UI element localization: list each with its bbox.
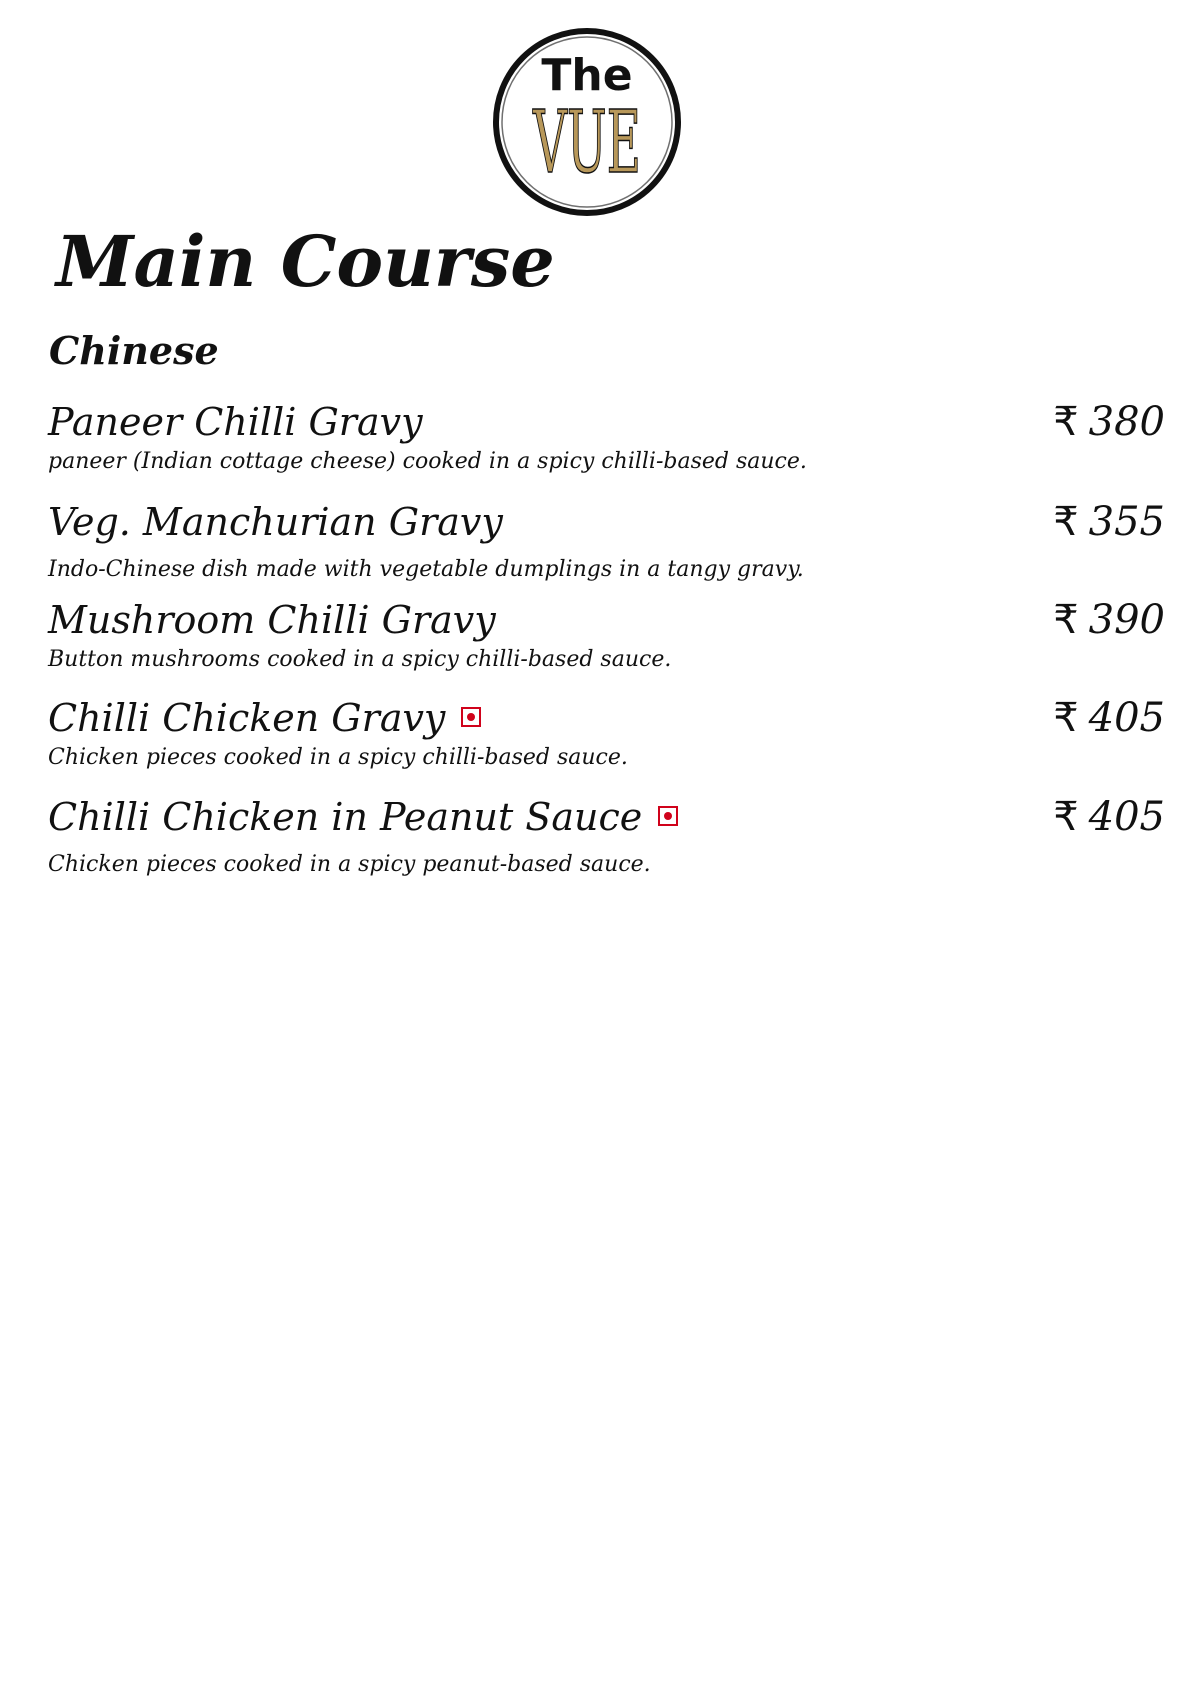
menu-item <box>48 795 1173 885</box>
menu-item <box>48 500 1173 590</box>
rupee-icon: ₹ <box>1053 597 1079 643</box>
price-value: 405 <box>1088 695 1165 741</box>
logo <box>487 22 687 222</box>
menu-item <box>48 696 1173 786</box>
section-heading: Chinese <box>49 328 219 373</box>
menu-item <box>48 598 1173 688</box>
item-name-row <box>48 795 678 839</box>
item-price <box>1053 400 1165 444</box>
logo-text-vue: VUE <box>532 93 641 193</box>
item-name: Chilli Chicken in Peanut Sauce <box>48 795 643 839</box>
price-value: 355 <box>1088 499 1165 545</box>
rupee-icon: ₹ <box>1053 794 1079 840</box>
page-title: Main Course <box>56 220 555 303</box>
item-price <box>1053 500 1165 544</box>
item-price <box>1053 598 1165 642</box>
item-name: Paneer Chilli Gravy <box>48 400 423 444</box>
item-description: paneer (Indian cottage cheese) cooked in a spicy chilli-based sauce. <box>48 449 807 474</box>
price-value: 390 <box>1088 597 1165 643</box>
non-veg-icon <box>658 806 678 826</box>
logo-mark <box>487 22 687 222</box>
logo-text-the: The <box>541 50 633 101</box>
rupee-icon: ₹ <box>1053 499 1079 545</box>
item-description: Chicken pieces cooked in a spicy chilli-based sauce. <box>48 745 628 770</box>
item-description: Chicken pieces cooked in a spicy peanut-based sauce. <box>48 852 651 877</box>
price-value: 380 <box>1088 399 1165 445</box>
item-description: Indo-Chinese dish made with vegetable dumplings in a tangy gravy. <box>48 557 804 582</box>
item-name-row <box>48 696 481 740</box>
item-price <box>1053 795 1165 839</box>
price-value: 405 <box>1088 794 1165 840</box>
item-name: Chilli Chicken Gravy <box>48 696 446 740</box>
menu-item <box>48 400 1173 490</box>
item-name: Mushroom Chilli Gravy <box>48 598 496 642</box>
rupee-icon: ₹ <box>1053 695 1079 741</box>
item-name: Veg. Manchurian Gravy <box>48 500 503 544</box>
non-veg-icon <box>461 707 481 727</box>
item-price <box>1053 696 1165 740</box>
rupee-icon: ₹ <box>1053 399 1079 445</box>
item-description: Button mushrooms cooked in a spicy chilli-based sauce. <box>48 647 672 672</box>
